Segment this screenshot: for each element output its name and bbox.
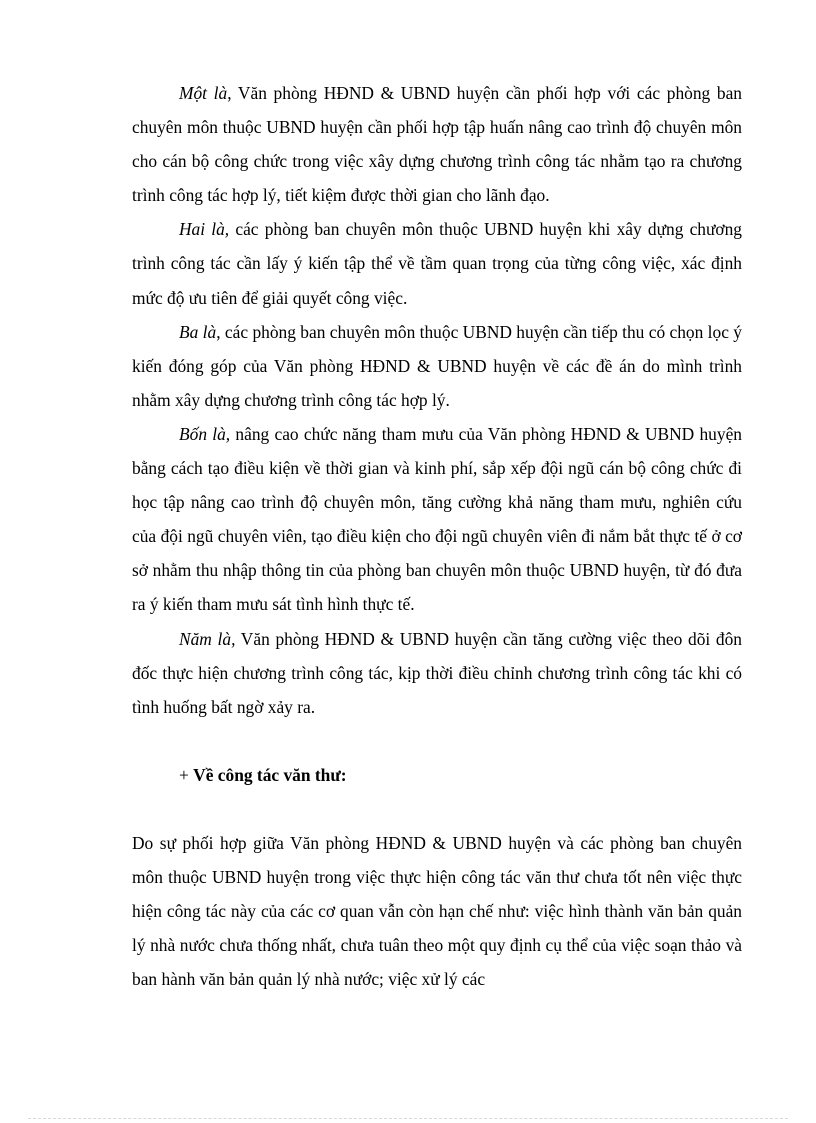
paragraph-text: Văn phòng HĐND & UBND huyện cần tăng cường việc theo dõi đôn đốc thực hiện chương trình công tác, kịp thời điều chỉnh chương trình công tác khi có tình huống bất ngờ xảy ra. <box>132 628 743 717</box>
heading-title: Về công tác văn thư: <box>193 764 347 785</box>
paragraph-text: các phòng ban chuyên môn thuộc UBND huyện khi xây dựng chương trình công tác cần lấy ý kiến tập thể về tầm quan trọng của từng công việc, xác định mức độ ưu tiên để giải quyết công việc. <box>132 219 743 308</box>
paragraph-lead: Một là <box>179 83 228 103</box>
paragraph-text: , các phòng ban chuyên môn thuộc UBND huyện cần tiếp thu có chọn lọc ý kiến đóng góp của Văn phòng HĐND & UBND huyện về các đề án do mình trình nhằm xây dựng chương trình công tác hợp lý. <box>132 321 742 410</box>
document-body <box>132 76 742 996</box>
paragraph-bon-la <box>132 417 742 622</box>
paragraph-nam-la <box>132 622 742 724</box>
paragraph-hai-la <box>132 212 742 314</box>
heading-prefix: + <box>179 764 194 785</box>
paragraph-lead: Năm là, <box>179 628 236 649</box>
paragraph-lead: Ba là <box>179 321 217 342</box>
paragraph-text: nâng cao chức năng tham mưu của Văn phòng HĐND & UBND huyện bằng cách tạo điều kiện về thời gian và kinh phí, sắp xếp đội ngũ cán bộ công chức đi học tập nâng cao trình độ chuyên môn, tăng cường khả năng tham mưu, nghiên cứu của đội ngũ chuyên viên, tạo điều kiện cho đội ngũ chuyên viên đi nắm bắt thực tế ở cơ sở nhằm thu nhập thông tin của phòng ban chuyên môn thuộc UBND huyện, từ đó đưa ra ý kiến tham mưu sát tình hình thực tế. <box>132 423 742 615</box>
paragraph-lead: Hai là, <box>179 219 230 240</box>
section-heading <box>132 758 742 792</box>
paragraph-text: , Văn phòng HĐND & UBND huyện cần phối hợp với các phòng ban chuyên môn thuộc UBND huyện cần phối hợp tập huấn nâng cao trình độ chuyên môn cho cán bộ công chức trong việc xây dựng chương trình công tác nhằm tạo ra chương trình công tác hợp lý, tiết kiệm được thời gian cho lãnh đạo. <box>132 83 742 206</box>
paragraph-mot-la <box>132 76 742 212</box>
page-bottom-divider <box>28 1118 788 1119</box>
closing-paragraph: Do sự phối hợp giữa Văn phòng HĐND & UBND huyện và các phòng ban chuyên môn thuộc UBND huyện trong việc thực hiện công tác văn thư chưa tốt nên việc thực hiện công tác này của các cơ quan vẫn còn hạn chế như: việc hình thành văn bản quản lý nhà nước chưa thống nhất, chưa tuân theo một quy định cụ thể của việc soạn thảo và ban hành văn bản quản lý nhà nước; việc xử lý các <box>132 832 742 990</box>
paragraph-lead: Bốn là, <box>179 423 231 444</box>
paragraph-ba-la <box>132 315 742 417</box>
